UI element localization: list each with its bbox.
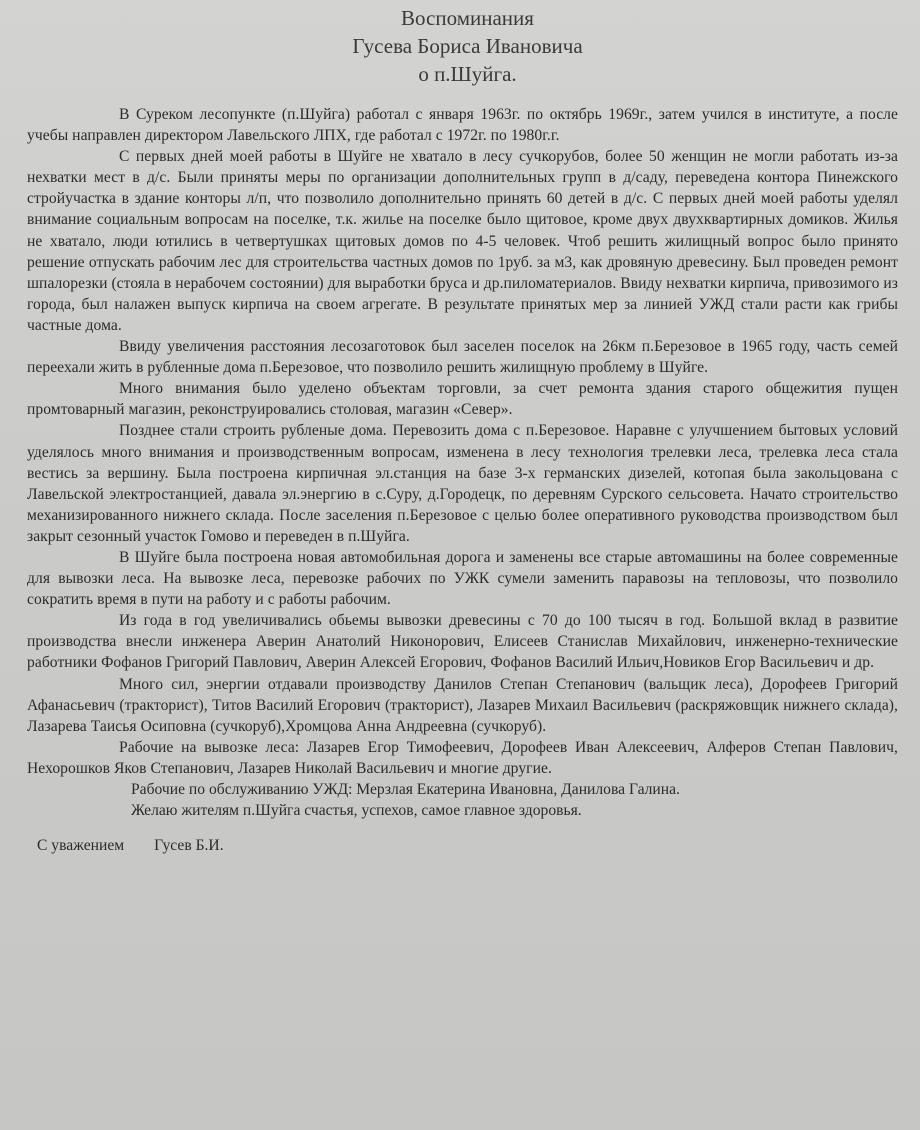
title-line-3: о п.Шуйга. (418, 62, 517, 86)
paragraph: Много внимания было уделено объектам торговли, за счет ремонта здания старого общежития пущен промтоварный магазин, реконструировались столовая, магазин «Север». (27, 380, 898, 419)
paragraph: Из года в год увеличивались обьемы вывозки древесины с 70 до 100 тысяч в год. Большой вклад в развитие производства внесли инженера Аверин Анатолий Никонорович, Елисеев Станислав Михайлович, инженерно-технические работники Фофанов Григорий Павлович, Аверин Алексей Егорович, Фофанов Василий Ильич,Новиков Егор Васильевич и др. (27, 612, 898, 672)
paragraph: В Суреком лесопункте (п.Шуйга) работал с января 1963г. по октябрь 1969г., затем учился в институте, а после учебы направлен директором Лавельского ЛПХ, где работал с 1972г. по 1980г.г. (27, 106, 898, 145)
paragraph: Ввиду увеличения расстояния лесозаготовок был заселен поселок на 26км п.Березовое в 1965 году, часть семей переехали жить в рубленные дома п.Березовое, что позволило решить жилищную проблему в Шуйге. (27, 338, 898, 377)
paragraph: С первых дней моей работы в Шуйге не хватало в лесу сучкорубов, более 50 женщин не могли работать из-за нехватки мест в д/с. Были приняты меры по организации дополнительных групп в д/саду, переведена контора Пинежского стройучастка в здание конторы л/п, что позволило дополнительно принять 60 детей в д/с. С первых дней моей работы уделял внимание социальным вопросам на поселке, т.к. жилье на поселке было щитовое, кроме двух двухквартирных домиков. Жилья не хватало, люди ютились в четвертушках щитовых домов по 4-5 человек. Чтоб решить жилищный вопрос было принято решение отпускать рабочим лес для строительства частных домов по 1руб. за м3, как дровяную древесину. Был проведен ремонт шпалорезки (стояла в нерабочем состоянии) для выработки бруса и др.пиломатериалов. Ввиду нехватки кирпича, привозимого из города, был налажен выпуск кирпича на своем агрегате. В результате принятых мер за линией УЖД стали расти как грибы частные дома. (27, 148, 898, 334)
title-line-1: Воспоминания (401, 6, 534, 30)
paragraph: Рабочие на вывозке леса: Лазарев Егор Тимофеевич, Дорофеев Иван Алексеевич, Алферов Степан Павлович, Нехорошков Яков Степанович, Лазарев Николай Васильевич и многие другие. (27, 738, 898, 777)
document-title (27, 4, 898, 88)
title-line-2: Гусева Бориса Ивановича (352, 34, 583, 58)
signature (27, 835, 898, 856)
signature-name: Гусев Б.И. (154, 837, 224, 855)
closing-line: Рабочие по обслуживанию УЖД: Мерзлая Екатерина Ивановна, Данилова Галина. (131, 781, 680, 798)
paragraph: В Шуйге была построена новая автомобильная дорога и заменены все старые автомашины на более современные для вывозки леса. На вывозке леса, перевозке рабочих по УЖК сумели заменить паравозы на тепловозы, что позволило сократить время в пути на работу и с работы рабочим. (27, 548, 898, 609)
closing-line: Желаю жителям п.Шуйга счастья, успехов, самое главное здоровья. (131, 802, 582, 820)
paragraph: Позднее стали строить рубленые дома. Перевозить дома с п.Березовое. Наравне с улучшением бытовых условий уделялось много внимания и производственным вопросам, изменена в лесу технология трелевки леса, трелевка леса стала вестись за вершину. Была построена кирпичная эл.станция на базе 3-х германских дизелей, котопая была закольцована с Лавельской электростанцией, давала эл.энергию в с.Суру, д.Городецк, по деревням Сурского сельсовета. Начато строительство механизированного нижнего склада. После заселения п.Березовое с целью более оперативного руководства производством был закрыт сезонный участок Гомово и переведен в п.Шуйга. (27, 422, 898, 545)
closing-block (27, 779, 898, 821)
signature-regards: С уважением (37, 837, 125, 855)
paragraph: Много сил, энергии отдавали производству Данилов Степан Степанович (вальщик леса), Дорофеев Григорий Афанасьевич (тракторист), Титов Василий Егорович (тракторист), Лазарев Михаил Васильевич (раскряжовщик нижнего склада), Лазарева Таисья Осиповна (сучкоруб),Хромцова Анна Андреевна (сучкоруб). (27, 675, 898, 735)
document-body (27, 104, 898, 779)
